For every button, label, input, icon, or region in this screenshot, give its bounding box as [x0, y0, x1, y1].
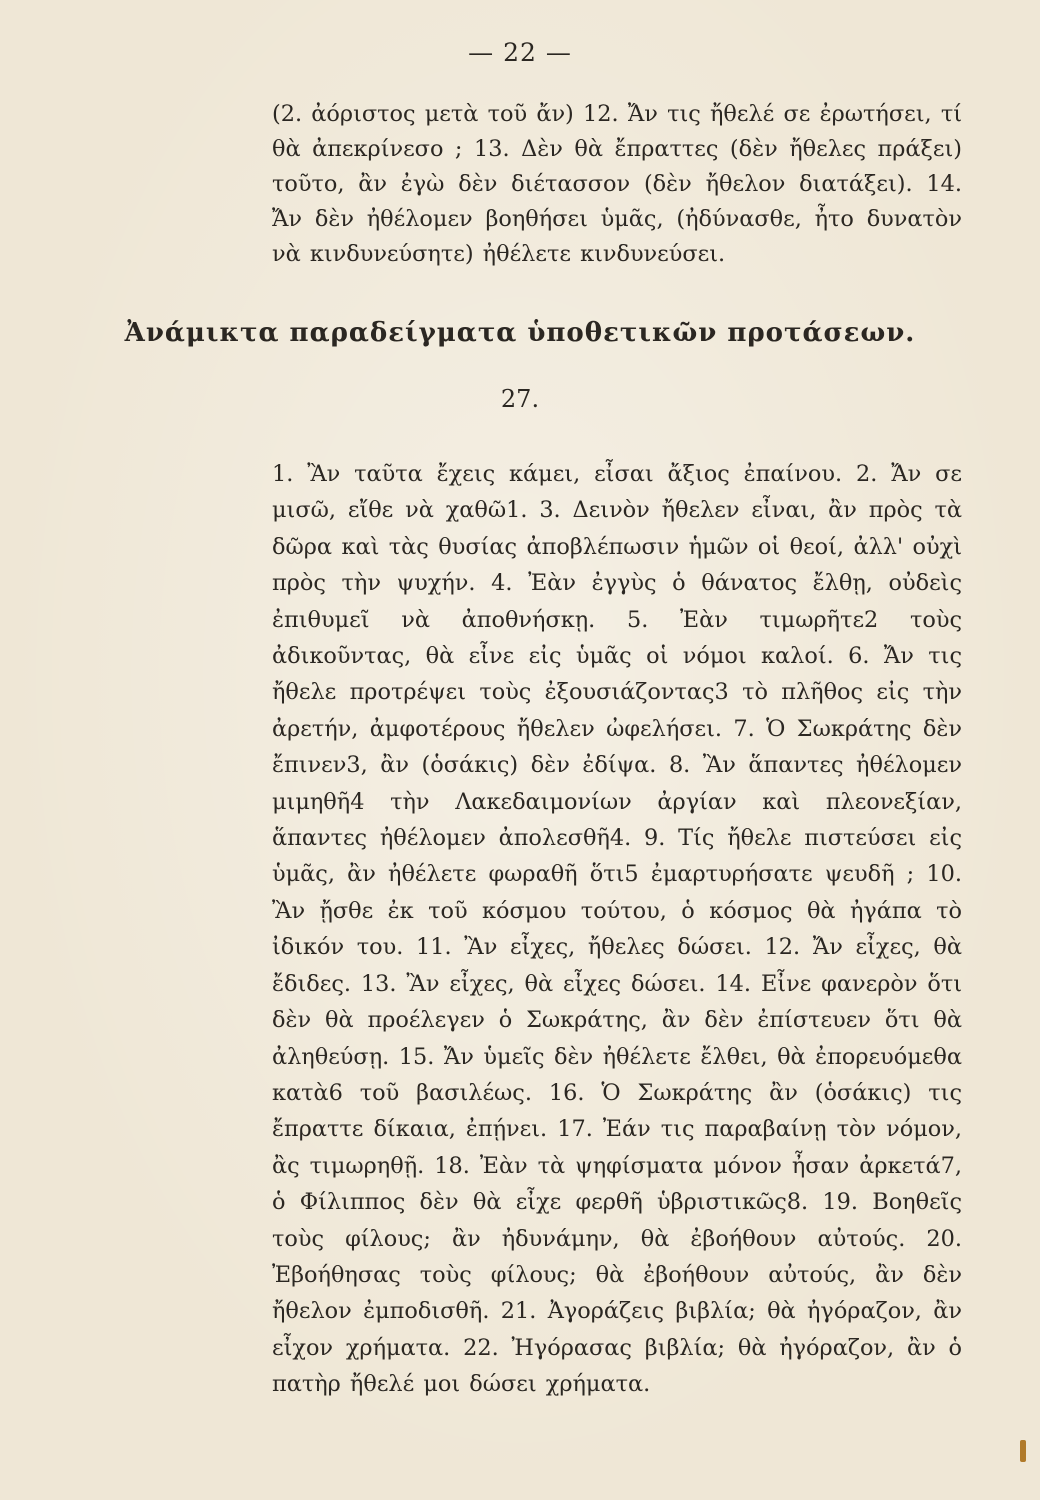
- exercise-paragraph: 1. Ἂν ταῦτα ἔχεις κάμει, εἶσαι ἄξιος ἐπαίνου. 2. Ἄν σε μισῶ, εἴθε νὰ χαθῶ1. 3. Δεινὸν ἤθελεν εἶναι, ἂν πρὸς τὰ δῶρα καὶ τὰς θυσίας ἀποβλέπωσιν ἡμῶν οἱ θεοί, ἀλλ' οὐχὶ πρὸς τὴν ψυχήν. 4. Ἐὰν ἐγγὺς ὁ θάνατος ἔλθῃ, οὐδεὶς ἐπιθυμεῖ νὰ ἀποθνήσκῃ. 5. Ἐὰν τιμωρῆτε2 τοὺς ἀδικοῦντας, θὰ εἶνε εἰς ὑμᾶς οἱ νόμοι καλοί. 6. Ἄν τις ἤθελε προτρέψει τοὺς ἐξουσιάζοντας3 τὸ πλῆθος εἰς τὴν ἀρετήν, ἀμφοτέρους ἤθελεν ὠφελήσει. 7. Ὁ Σωκράτης δὲν ἔπινεν3, ἂν (ὁσάκις) δὲν ἐδίψα. 8. Ἂν ἅπαντες ἠθέλομεν μιμηθῆ4 τὴν Λακεδαιμονίων ἀργίαν καὶ πλεονεξίαν, ἅπαντες ἠθέλομεν ἀπολεσθῆ4. 9. Τίς ἤθελε πιστεύσει εἰς ὑμᾶς, ἂν ἠθέλετε φωραθῆ ὅτι5 ἐμαρτυρήσατε ψευδῆ ; 10. Ἂν ᾔσθε ἐκ τοῦ κόσμου τούτου, ὁ κόσμος θὰ ἠγάπα τὸ ἰδικόν του. 11. Ἂν εἶχες, ἤθελες δώσει. 12. Ἄν εἶχες, θὰ ἔδιδες. 13. Ἂν εἶχες, θὰ εἶχες δώσει. 14. Εἶνε φανερὸν ὅτι δὲν θὰ προέλεγεν ὁ Σωκράτης, ἂν δὲν ἐπίστευεν ὅτι θὰ ἀληθεύσῃ. 15. Ἄν ὑμεῖς δὲν ἠθέλετε ἔλθει, θὰ ἐπορευόμεθα κατὰ6 τοῦ βασιλέως. 16. Ὁ Σωκράτης ἂν (ὁσάκις) τις ἔπραττε δίκαια, ἐπῄνει. 17. Ἐάν τις παραβαίνῃ τὸν νόμον, ἂς τιμωρηθῇ. 18. Ἐὰν τὰ ψηφίσματα μόνον ἦσαν ἀρκετά7, ὁ Φίλιππος δὲν θὰ εἶχε φερθῆ ὑβριστικῶς8. 19. Βοηθεῖς τοὺς φίλους; ἂν ἠδυνάμην, θὰ ἐβοήθουν αὐτούς. 20. Ἐβοήθησας τοὺς φίλους; θὰ ἐβοήθουν αὐτούς, ἂν δὲν ἤθελον ἐμποδισθῆ. 21. Ἀγοράζεις βιβλία; θὰ ἠγόραζον, ἂν εἶχον χρήματα. 22. Ἠγόρασας βιβλία; θὰ ἠγόραζον, ἂν ὁ πατὴρ ἤθελέ μοι δώσει χρήματα.: [272, 461, 962, 1398]
- page-number: — 22 —: [468, 38, 572, 67]
- exercise-number: 27.: [500, 385, 540, 413]
- section-heading: Ἀνάμικτα παραδείγματα ὑποθετικῶν προτάσεων.: [124, 318, 916, 348]
- margin-mark: [1020, 1440, 1026, 1462]
- intro-paragraph: (2. ἀόριστος μετὰ τοῦ ἄν) 12. Ἄν τις ἤθελέ σε ἐρωτήσει, τί θὰ ἀπεκρίνεσο ; 13. Δὲν θὰ ἔπραττες (δὲν ἤθελες πράξει) τοῦτο, ἂν ἐγὼ δὲν διέτασσον (δὲν ἤθελον διατάξει). 14. Ἄν δὲν ἠθέλομεν βοηθήσει ὑμᾶς, (ἠδύνασθε, ἦτο δυνατὸν νὰ κινδυνεύσητε) ἠθέλετε κινδυνεύσει.: [272, 101, 962, 267]
